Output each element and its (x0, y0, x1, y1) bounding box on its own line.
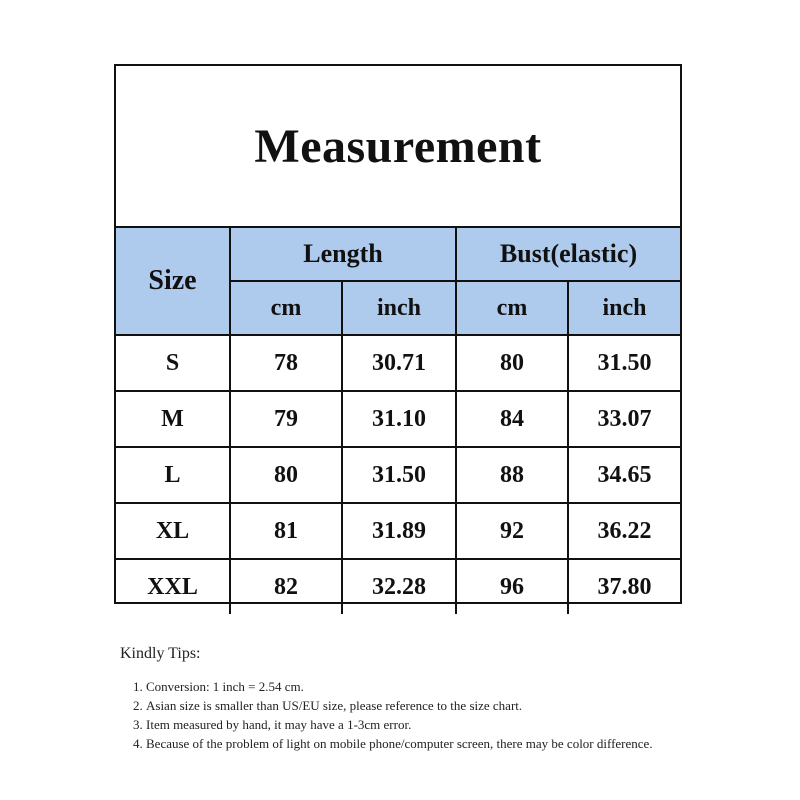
length-cm-header: cm (230, 281, 342, 335)
length-group-header: Length (230, 228, 456, 281)
bust-inch-cell: 34.65 (568, 447, 680, 503)
length-inch-header: inch (342, 281, 456, 335)
tips-title: Kindly Tips: (120, 645, 201, 662)
length-cm-cell: 79 (230, 391, 342, 447)
length-cm-cell: 78 (230, 335, 342, 391)
table-row (116, 335, 680, 391)
table-row (116, 503, 680, 559)
table-row (116, 559, 680, 614)
bust-cm-cell: 96 (456, 559, 568, 614)
bust-cm-cell: 92 (456, 503, 568, 559)
tip-item: 1. Conversion: 1 inch = 2.54 cm. (146, 677, 740, 696)
table-header-row (116, 228, 680, 281)
length-inch-cell: 30.71 (342, 335, 456, 391)
table-row (116, 391, 680, 447)
size-cell: XXL (116, 559, 230, 614)
size-chart (114, 64, 682, 604)
size-cell: S (116, 335, 230, 391)
length-inch-cell: 31.10 (342, 391, 456, 447)
bust-inch-cell: 31.50 (568, 335, 680, 391)
length-inch-cell: 31.50 (342, 447, 456, 503)
length-inch-cell: 32.28 (342, 559, 456, 614)
tips-list (120, 677, 740, 753)
tip-item: 2. Asian size is smaller than US/EU size, please reference to the size chart. (146, 696, 740, 715)
bust-group-header: Bust(elastic) (456, 228, 680, 281)
bust-cm-cell: 80 (456, 335, 568, 391)
length-cm-cell: 81 (230, 503, 342, 559)
length-cm-cell: 80 (230, 447, 342, 503)
chart-title: Measurement (116, 66, 680, 228)
size-cell: M (116, 391, 230, 447)
bust-cm-cell: 84 (456, 391, 568, 447)
bust-cm-header: cm (456, 281, 568, 335)
kindly-tips (120, 645, 740, 753)
size-cell: XL (116, 503, 230, 559)
bust-cm-cell: 88 (456, 447, 568, 503)
size-column-header: Size (116, 228, 230, 335)
length-cm-cell: 82 (230, 559, 342, 614)
length-inch-cell: 31.89 (342, 503, 456, 559)
size-cell: L (116, 447, 230, 503)
tip-item: 4. Because of the problem of light on mobile phone/computer screen, there may be color difference. (146, 734, 740, 753)
table-row (116, 447, 680, 503)
bust-inch-header: inch (568, 281, 680, 335)
bust-inch-cell: 37.80 (568, 559, 680, 614)
size-table (116, 228, 680, 614)
tip-item: 3. Item measured by hand, it may have a 1-3cm error. (146, 715, 740, 734)
bust-inch-cell: 36.22 (568, 503, 680, 559)
bust-inch-cell: 33.07 (568, 391, 680, 447)
